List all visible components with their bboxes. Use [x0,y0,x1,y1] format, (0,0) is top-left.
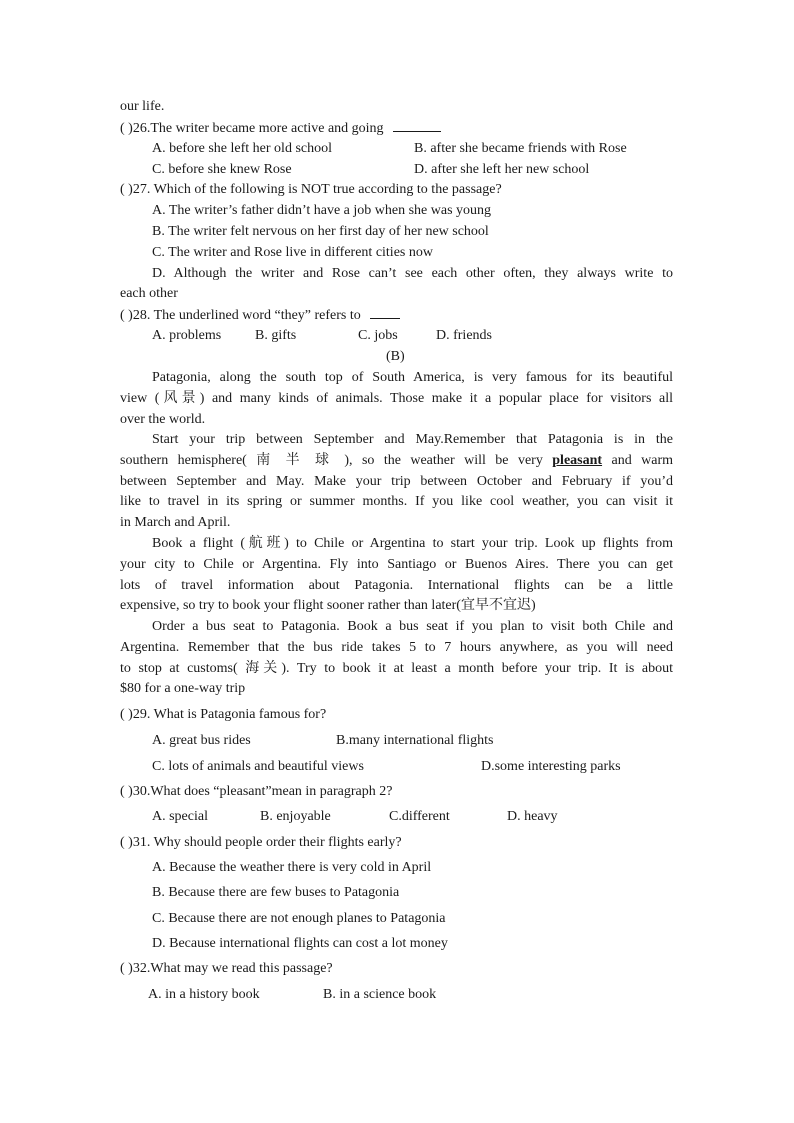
answer-blank [370,306,400,319]
question-32-option-b: B. in a science book [323,987,437,1002]
question-32-stem: ( )32.What may we read this passage? [120,961,333,976]
paragraph-text: and warm [611,452,674,468]
question-27-option-d-cont: each other [120,286,178,301]
question-31-option-c: C. Because there are not enough planes to Patagonia [152,911,446,926]
paragraph-line: $80 for a one-way trip [120,681,246,697]
passage-continuation: our life. [120,99,165,114]
question-30-stem: ( )30.What does “pleasant”mean in paragraph 2? [120,784,393,799]
question-30-option-b: B. enjoyable [260,809,331,824]
question-30-option-d: D. heavy [507,809,558,824]
question-27-option-a: A. The writer’s father didn’t have a job when she was young [152,203,492,218]
paragraph-line: lots of travel information about Patagonia. International flights can be a little [120,577,673,593]
question-26-option-b: B. after she became friends with Rose [414,141,627,156]
question-29-option-b: B.many international flights [336,733,494,748]
passage-paragraph-3 [120,534,673,617]
paragraph-line: to stop at customs( 海关). Try to book it at least a month before your trip. It is about [120,660,673,676]
question-31-option-d: D. Because international flights can cost a lot money [152,936,448,951]
paragraph-line: between September and May. Make your trip between October and February if you’d [120,473,673,489]
paragraph-line: like to travel in its spring or summer months. If you like cool weather, you can visit it [120,494,673,510]
question-26-option-d: D. after she left her new school [414,162,590,177]
paragraph-line: Order a bus seat to Patagonia. Book a bus seat if you plan to visit both Chile and [152,619,673,634]
question-32-option-a: A. in a history book [148,987,260,1002]
question-29-stem: ( )29. What is Patagonia famous for? [120,707,327,722]
question-31-stem: ( )31. Why should people order their flights early? [120,835,402,850]
passage-paragraph-1 [120,368,673,430]
paragraph-line: view (风景) and many kinds of animals. Those make it a popular place for visitors all [120,390,673,406]
paragraph-line: over the world. [120,411,206,427]
question-26-option-c: C. before she knew Rose [152,162,292,177]
question-27-option-b: B. The writer felt nervous on her first day of her new school [152,224,489,239]
question-29-option-c: C. lots of animals and beautiful views [152,759,364,774]
answer-blank [393,119,441,132]
paragraph-line: expensive, so try to book your flight sooner rather than later(宜早不宜迟) [120,598,536,614]
paragraph-text: southern hemisphere( 南 半 球 ), so the weather will be very [120,452,543,468]
paragraph-line: Argentina. Remember that the bus ride takes 5 to 7 hours anywhere, as you will need [120,639,673,655]
paragraph-line: in March and April. [120,515,231,531]
question-30-option-a: A. special [152,809,208,824]
question-26-text: ( )26.The writer became more active and going [120,121,384,136]
question-31-option-b: B. Because there are few buses to Patagonia [152,885,400,900]
paragraph-line: your city to Chile or Argentina. Fly into Santiago or Buenos Aires. There you can get [120,556,673,572]
paragraph-line [120,451,673,472]
question-27-option-d: D. Although the writer and Rose can’t see each other often, they always write to [152,266,673,281]
question-27-option-c: C. The writer and Rose live in different cities now [152,245,433,260]
question-28-stem [120,306,400,325]
question-30-option-c: C.different [389,809,450,824]
question-28-option-a: A. problems [152,328,222,343]
question-26-stem [120,119,441,138]
paragraph-line: Patagonia, along the south top of South America, is very famous for its beautiful [152,370,673,385]
section-heading: (B) [386,349,405,364]
question-29-option-a: A. great bus rides [152,733,251,748]
underlined-word-pleasant: pleasant [552,452,603,468]
paragraph-line: Book a flight (航班) to Chile or Argentina to start your trip. Look up flights from [152,536,673,551]
question-29-option-d: D.some interesting parks [481,759,621,774]
passage-paragraph-2 [120,430,673,534]
question-28-option-b: B. gifts [255,328,297,343]
question-28-text: ( )28. The underlined word “they” refers to [120,308,361,323]
question-27-stem: ( )27. Which of the following is NOT true according to the passage? [120,182,502,197]
question-26-option-a: A. before she left her old school [152,141,332,156]
question-28-option-d: D. friends [436,328,492,343]
question-31-option-a: A. Because the weather there is very cold in April [152,860,432,875]
paragraph-line: Start your trip between September and May.Remember that Patagonia is in the [152,432,673,447]
passage-paragraph-4 [120,617,673,700]
question-28-option-c: C. jobs [358,328,398,343]
